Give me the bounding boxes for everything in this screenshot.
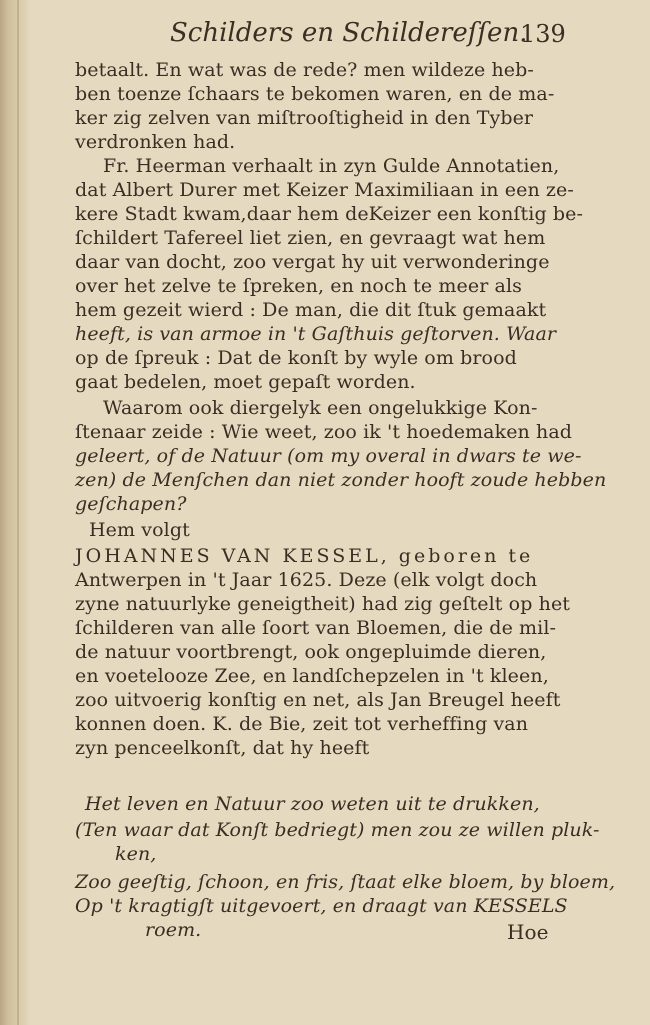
poem-line: (Ten waar dat Konſt bedriegt) men zou ze willen pluk- [75, 819, 600, 841]
text-line: ſtenaar zeide : Wie weet, zoo ik 't hoedemaken had [75, 421, 573, 443]
text-line: zyn penceelkonſt, dat hy heeft [75, 737, 370, 759]
text-line: betaalt. En wat was de rede? men wildeze heb- [75, 59, 534, 81]
text-line: gaat bedelen, moet gepaſt worden. [75, 371, 416, 393]
text-line: en voeteloozе Zee, en landſchepzelen in 't kleen, [75, 665, 549, 687]
text-line: heeft, is van armoe in 't Gaſthuis geſtorven. Waar [75, 323, 557, 345]
text-line: geſchapen? [75, 493, 187, 515]
text-line: ben toenze ſchaars te bekomen waren, en de ma- [75, 83, 555, 105]
poem-line: Op 't kragtigſt uitgevoert, en draagt van KESSELS [75, 895, 568, 917]
text-line: Waarom ook diergelyk een ongelukkige Kon- [103, 397, 538, 419]
text-line: ker zig zelven van miſtrooſtigheid in den Tyber [75, 107, 534, 129]
text-line: konnen doen. K. de Bie, zeit tot verheffing van [75, 713, 529, 735]
text-line: hem gezeit wierd : De man, die dit ſtuk gemaakt [75, 299, 547, 321]
running-head: Schilders en Schildereſſen. [170, 18, 528, 48]
text-line: dat Albert Durer met Keizer Maximiliaan in een ze- [75, 179, 574, 201]
poem-line: roem. [145, 919, 202, 941]
catchword: Hoe [507, 920, 549, 944]
text-line: ſchildert Tafereel liet zien, en gevraagt wat hem [75, 227, 546, 249]
poem-line: Het leven en Natuur zoo weten uit te drukken, [85, 793, 540, 815]
text-line: Antwerpen in 't Jaar 1625. Deze (elk volgt doch [75, 569, 538, 591]
text-line: zen) de Menſchen dan niet zonder hooft zoude hebben [75, 469, 607, 491]
page-gutter [0, 0, 30, 1025]
text-line: de natuur voortbrengt, ook ongepluimde dieren, [75, 641, 547, 663]
text-line: zoo uitvoerig konſtig en net, als Jan Breugel heeft [75, 689, 561, 711]
poem-line: Zoo geeſtig, ſchoon, en fris, ſtaat elke bloem, by bloem, [75, 871, 616, 893]
text-line: verdronken had. [75, 131, 236, 153]
text-line: JOHANNES VAN KESSEL, geboren te [75, 545, 534, 567]
poem-line: ken, [115, 843, 157, 865]
text-line: over het zelve te ſpreken, en noch te meer als [75, 275, 522, 297]
text-line: kere Stadt kwam,daar hem deKeizer een konſtig be- [75, 203, 583, 225]
text-line: daar van docht, zoo vergat hy uit verwonderinge [75, 251, 550, 273]
text-line: ſchilderen van alle ſoort van Bloemen, die de mil- [75, 617, 557, 639]
text-line: op de ſpreuk : Dat de konſt by wyle om brood [75, 347, 517, 369]
text-line: Fr. Heerman verhaalt in zyn Gulde Annotatien, [103, 155, 560, 177]
page-number: 139 [520, 20, 566, 48]
text-line: geleert, of de Natuur (om my overal in dwars te we- [75, 445, 582, 467]
text-line: zyne natuurlyke geneigtheit) had zig geſtelt op het [75, 593, 571, 615]
text-line: Hem volgt [89, 519, 190, 541]
gutter-fold-line [17, 0, 19, 1025]
page-header [170, 18, 570, 58]
